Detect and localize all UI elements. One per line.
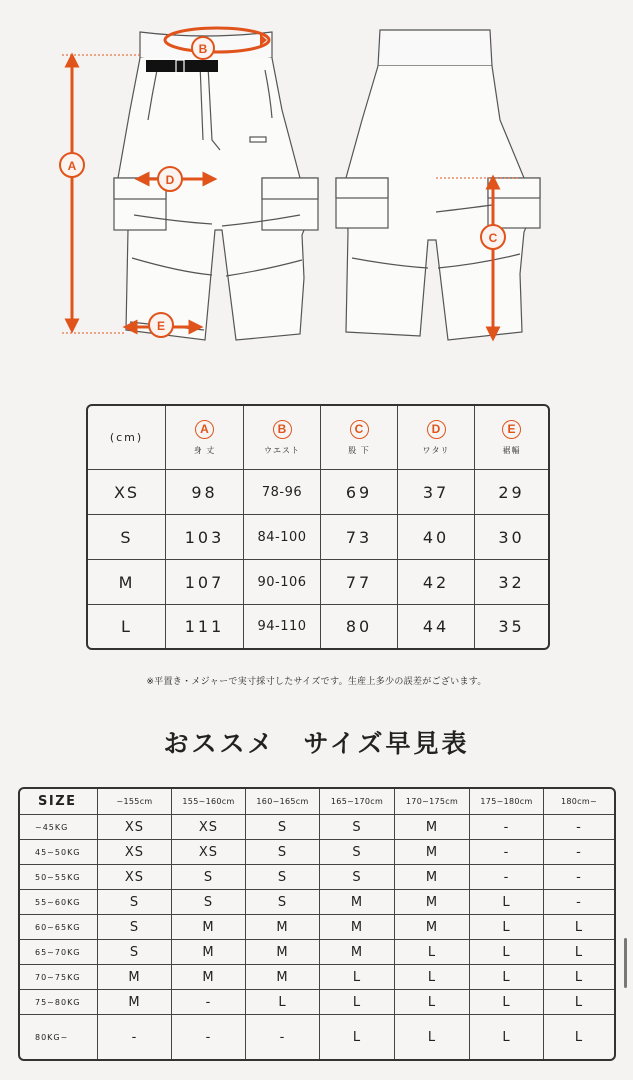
measure-cell <box>321 605 398 648</box>
size-cell: M <box>320 890 395 915</box>
belt-strap <box>146 60 218 72</box>
size-cell: M <box>246 915 320 940</box>
measure-value: 107 <box>184 572 225 592</box>
column-name: 股 下 <box>348 445 370 455</box>
measure-cell <box>475 470 548 515</box>
size-cell: L <box>574 1029 584 1045</box>
label-c: C <box>488 231 498 245</box>
measure-value: 84-100 <box>257 529 307 545</box>
size-cell: L <box>470 965 544 990</box>
size-cell: L <box>544 965 614 990</box>
size-cell: L <box>544 990 614 1015</box>
size-name: XS <box>113 482 140 502</box>
size-cell: S <box>320 815 395 840</box>
size-cell: - <box>98 1015 172 1059</box>
weight-header: 55~60KG <box>20 890 98 915</box>
column-name: ウエスト <box>264 445 300 455</box>
label-e-marker <box>149 313 173 337</box>
height-header: 180cm~ <box>544 789 614 815</box>
measure-cell <box>475 605 548 648</box>
badge-b: B <box>273 420 292 439</box>
size-cell: XS <box>172 815 246 840</box>
measure-cell <box>398 515 475 560</box>
label-e: E <box>156 319 166 333</box>
size-name: L <box>121 617 132 636</box>
height-header: 155~160cm <box>172 789 246 815</box>
size-cell: L <box>395 940 470 965</box>
section-title: おススメ サイズ早見表 <box>163 729 470 758</box>
measure-value: 44 <box>422 617 450 636</box>
size-label <box>88 470 166 515</box>
measure-cell <box>321 560 398 605</box>
size-cell: M <box>246 965 320 990</box>
measure-cell <box>166 515 244 560</box>
size-cell: S <box>320 840 395 865</box>
size-cell: M <box>172 915 246 940</box>
size-cell: L <box>544 915 614 940</box>
height-header: ~155cm <box>98 789 172 815</box>
size-cell: - <box>470 865 544 890</box>
weight-header: 65~70KG <box>20 940 98 965</box>
size-cell: - <box>470 815 544 840</box>
size-label <box>88 515 166 560</box>
size-cell: S <box>98 890 172 915</box>
size-cell: XS <box>98 815 172 840</box>
scrollbar[interactable] <box>624 938 627 988</box>
size-cell: XS <box>172 840 246 865</box>
size-cell: L <box>470 940 544 965</box>
measure-cell <box>244 515 321 560</box>
size-cell: - <box>544 865 614 890</box>
badge-a: A <box>195 420 214 439</box>
size-cell: - <box>544 890 614 915</box>
measure-value: 42 <box>422 572 450 592</box>
column-header-d <box>398 406 475 470</box>
badge-d: D <box>427 420 446 439</box>
size-cell: S <box>172 890 246 915</box>
size-cell: L <box>395 1015 470 1059</box>
measure-value: 103 <box>184 527 225 547</box>
size-cell: L <box>470 915 544 940</box>
label-a: A <box>67 159 77 173</box>
measure-value: 90-106 <box>257 574 307 590</box>
label-c-marker <box>481 225 505 249</box>
measure-value: 94-110 <box>257 619 307 634</box>
measure-value: 29 <box>498 482 525 502</box>
height-header: 165~170cm <box>320 789 395 815</box>
measure-cell <box>166 470 244 515</box>
size-cell: - <box>470 840 544 865</box>
measure-cell <box>398 560 475 605</box>
badge-c: C <box>350 420 369 439</box>
label-a-marker <box>60 153 84 177</box>
size-cell: M <box>395 840 470 865</box>
height-header: 175~180cm <box>470 789 544 815</box>
size-name: S <box>120 527 133 547</box>
size-cell: L <box>544 940 614 965</box>
measure-value: 98 <box>191 482 218 502</box>
measure-value: 32 <box>498 572 525 592</box>
measure-value: 78-96 <box>261 484 303 500</box>
size-cell: M <box>320 915 395 940</box>
measure-value: 80 <box>345 617 373 636</box>
size-cell: - <box>246 1015 320 1059</box>
measure-cell <box>475 560 548 605</box>
measure-value: 111 <box>184 617 225 636</box>
size-cell: M <box>98 965 172 990</box>
size-cell: XS <box>98 840 172 865</box>
height-header: 160~165cm <box>246 789 320 815</box>
size-cell: L <box>395 990 470 1015</box>
size-cell: S <box>320 865 395 890</box>
size-cell: M <box>172 940 246 965</box>
size-cell: S <box>246 865 320 890</box>
column-header-a <box>166 406 244 470</box>
size-cell: S <box>246 840 320 865</box>
size-cell: L <box>470 990 544 1015</box>
size-cell: L <box>320 990 395 1015</box>
size-cell: M <box>395 915 470 940</box>
measure-cell <box>475 515 548 560</box>
column-header-e <box>475 406 548 470</box>
weight-header: 70~75KG <box>20 965 98 990</box>
size-cell: L <box>320 965 395 990</box>
size-cell: L <box>395 965 470 990</box>
height-header: 170~175cm <box>395 789 470 815</box>
measurement-note: ※平置き・メジャーで実寸採寸したサイズです。生産上多少の誤差がございます。 <box>146 677 487 687</box>
size-cell: M <box>320 940 395 965</box>
size-cell: - <box>544 815 614 840</box>
column-name: ワタリ <box>422 445 450 455</box>
measure-cell <box>321 515 398 560</box>
weight-header: 45~50KG <box>20 840 98 865</box>
size-cell: L <box>246 990 320 1015</box>
label-d: D <box>165 173 175 187</box>
measure-cell <box>244 560 321 605</box>
label-b-marker <box>192 37 214 59</box>
size-cell: XS <box>98 865 172 890</box>
measure-value: 69 <box>345 482 373 502</box>
size-cell: S <box>98 940 172 965</box>
measurement-table <box>86 404 550 650</box>
size-chart-corner: SIZE <box>20 789 98 815</box>
measure-cell <box>166 560 244 605</box>
size-cell: M <box>395 890 470 915</box>
weight-header: 50~55KG <box>20 865 98 890</box>
unit-label: (cm) <box>109 431 144 444</box>
size-cell: M <box>98 990 172 1015</box>
size-cell: S <box>172 865 246 890</box>
measure-value: 30 <box>498 527 525 547</box>
size-cell: M <box>172 965 246 990</box>
size-chart-table <box>18 787 616 1061</box>
size-cell: L <box>470 890 544 915</box>
size-cell: - <box>172 990 246 1015</box>
badge-e: E <box>502 420 521 439</box>
size-cell: - <box>172 1015 246 1059</box>
measure-cell <box>398 605 475 648</box>
size-cell: L <box>320 1015 395 1059</box>
label-d-marker <box>158 167 182 191</box>
size-cell: - <box>544 840 614 865</box>
label-b: B <box>198 42 208 56</box>
size-cell: M <box>395 815 470 840</box>
front-pants-illustration <box>114 32 318 340</box>
size-cell: L <box>470 1015 544 1059</box>
measure-cell <box>398 470 475 515</box>
measure-value: 77 <box>345 572 373 592</box>
measure-value: 73 <box>345 527 373 547</box>
weight-header: 80KG~ <box>20 1015 98 1059</box>
column-name: 裾幅 <box>502 445 521 455</box>
measure-value: 35 <box>498 617 525 636</box>
size-label <box>88 560 166 605</box>
size-cell: S <box>246 815 320 840</box>
size-cell: M <box>395 865 470 890</box>
measure-cell <box>166 605 244 648</box>
measure-cell <box>244 605 321 648</box>
size-label <box>88 605 166 648</box>
measure-value: 40 <box>422 527 450 547</box>
size-cell: S <box>246 890 320 915</box>
column-header-b <box>244 406 321 470</box>
size-name: M <box>118 572 135 592</box>
weight-header: 75~80KG <box>20 990 98 1015</box>
unit-header <box>88 406 166 470</box>
back-pants-illustration <box>336 30 540 340</box>
weight-header: 60~65KG <box>20 915 98 940</box>
measure-cell <box>321 470 398 515</box>
weight-header: ~45KG <box>20 815 98 840</box>
size-cell: S <box>98 915 172 940</box>
measure-value: 37 <box>422 482 450 502</box>
measure-cell <box>244 470 321 515</box>
column-header-c <box>321 406 398 470</box>
size-cell: M <box>246 940 320 965</box>
column-name: 身 丈 <box>193 445 216 455</box>
pants-diagram <box>0 0 633 370</box>
